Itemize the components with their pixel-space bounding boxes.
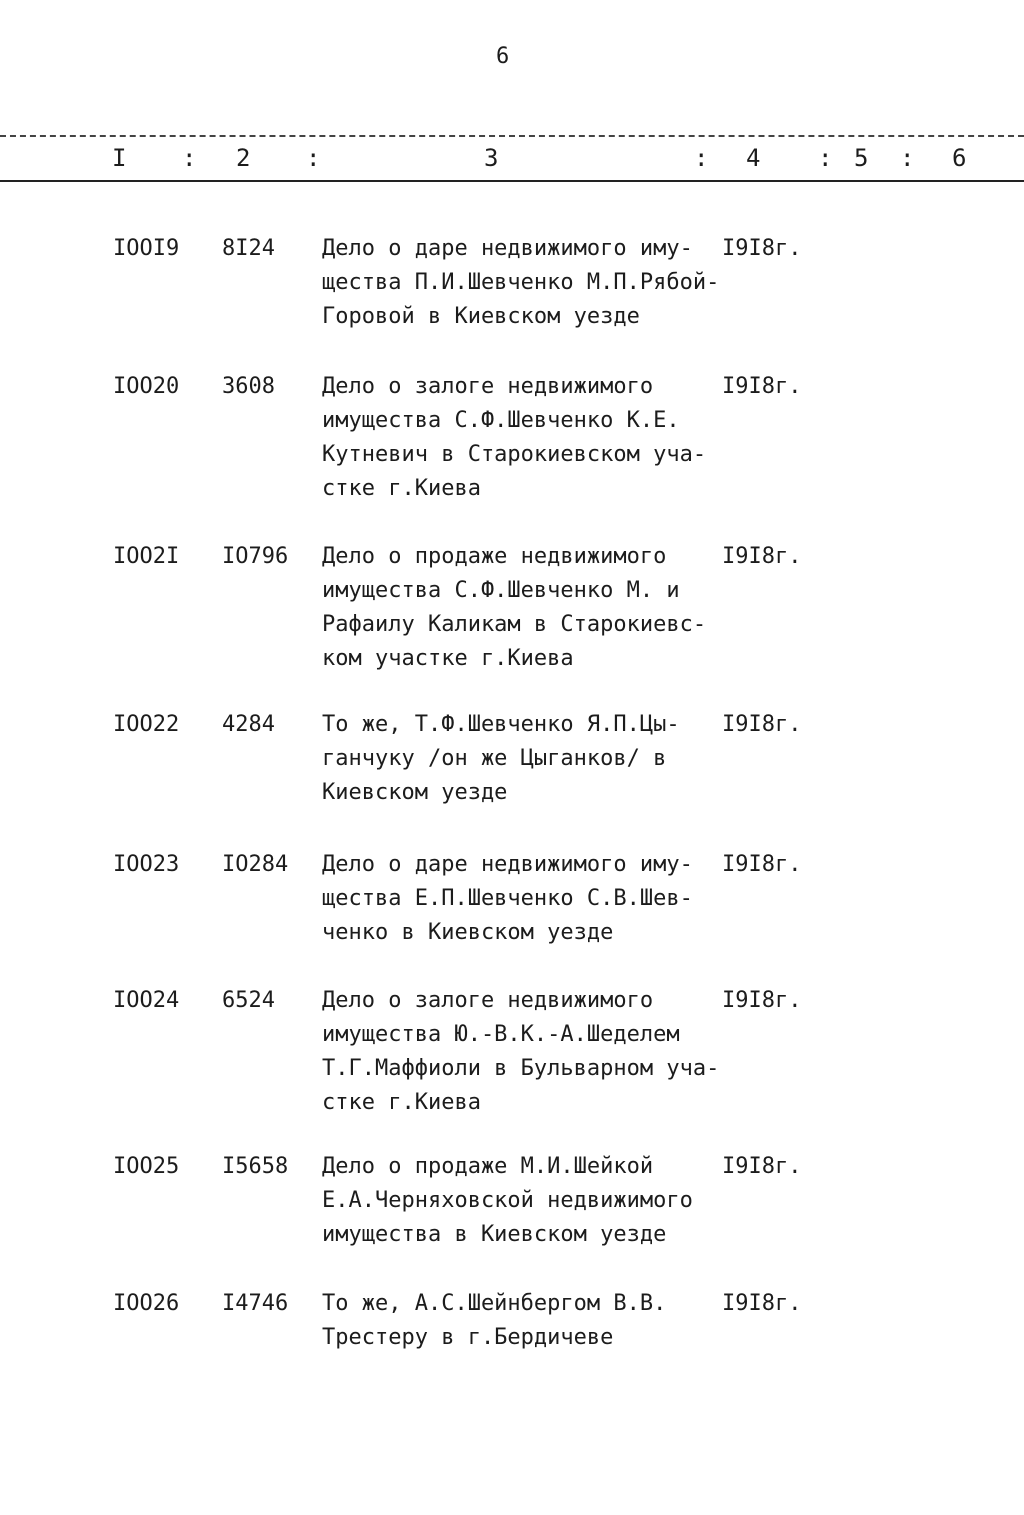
- record-year: I9I8г.: [722, 1291, 802, 1316]
- case-number: I4746: [222, 1291, 289, 1316]
- case-number: 6524: [222, 988, 275, 1013]
- column-header-2: 2: [236, 144, 251, 172]
- column-separator: :: [818, 144, 833, 172]
- record-title-line: То же, Т.Ф.Шевченко Я.П.Цы-: [322, 712, 680, 737]
- record-title-line: имущества С.Ф.Шевченко М. и: [322, 578, 680, 603]
- record-title-line: Дело о даре недвижимого иму-: [322, 236, 693, 261]
- record-title-line: То же, А.С.Шейнбергом В.В.: [322, 1291, 667, 1316]
- page-number: 6: [496, 44, 510, 69]
- record-title-line: имущества в Киевском уезде: [322, 1222, 667, 1247]
- record-title-line: Дело о продаже М.И.Шейкой: [322, 1154, 654, 1179]
- record-year: I9I8г.: [722, 374, 802, 399]
- case-number: I5658: [222, 1154, 289, 1179]
- record-title-line: ганчуку /он же Цыганков/ в: [322, 746, 667, 771]
- case-number: IO796: [222, 544, 289, 569]
- case-number: 8I24: [222, 236, 275, 261]
- record-title-line: ком участке г.Киева: [322, 646, 574, 671]
- record-title-line: стке г.Киева: [322, 1090, 481, 1115]
- record-year: I9I8г.: [722, 988, 802, 1013]
- record-year: I9I8г.: [722, 544, 802, 569]
- record-title: [322, 370, 732, 506]
- record-title-line: щества П.И.Шевченко М.П.Рябой-: [322, 270, 720, 295]
- record-title-line: Киевском уезде: [322, 780, 508, 805]
- header-bottom-rule: [0, 180, 1024, 182]
- record-number: IOO23: [113, 852, 180, 877]
- record-year: I9I8г.: [722, 236, 802, 261]
- record-title-line: Рафаилу Каликам в Старокиевс-: [322, 612, 707, 637]
- record-number: IOO24: [113, 988, 180, 1013]
- record-title-line: Дело о даре недвижимого иму-: [322, 852, 693, 877]
- column-header-3: 3: [484, 144, 499, 172]
- record-number: IOO20: [113, 374, 180, 399]
- record-number: IOO25: [113, 1154, 180, 1179]
- record-title-line: Дело о залоге недвижимого: [322, 988, 654, 1013]
- column-header-6: 6: [952, 144, 967, 172]
- record-title-line: ченко в Киевском уезде: [322, 920, 614, 945]
- record-title-line: имущества С.Ф.Шевченко К.Е.: [322, 408, 680, 433]
- record-title-line: Е.А.Черняховской недвижимого: [322, 1188, 693, 1213]
- record-title: [322, 540, 732, 676]
- column-separator: :: [694, 144, 709, 172]
- record-number: IOO2I: [113, 544, 180, 569]
- record-title: [322, 848, 732, 950]
- column-header-5: 5: [854, 144, 869, 172]
- top-dashed-rule: [0, 135, 1024, 137]
- record-title: [322, 232, 732, 334]
- record-title: [322, 1150, 732, 1252]
- case-number: 4284: [222, 712, 275, 737]
- record-number: IOO26: [113, 1291, 180, 1316]
- record-title-line: Дело о продаже недвижимого: [322, 544, 667, 569]
- column-header-1: I: [112, 144, 127, 172]
- record-title-line: Горовой в Киевском уезде: [322, 304, 640, 329]
- record-title: [322, 708, 732, 810]
- column-separator: :: [182, 144, 197, 172]
- record-title-line: Т.Г.Маффиоли в Бульварном уча-: [322, 1056, 720, 1081]
- record-title-line: щества Е.П.Шевченко С.В.Шев-: [322, 886, 693, 911]
- record-year: I9I8г.: [722, 852, 802, 877]
- record-title-line: Трестеру в г.Бердичеве: [322, 1325, 614, 1350]
- record-year: I9I8г.: [722, 712, 802, 737]
- case-number: 3608: [222, 374, 275, 399]
- record-title-line: имущества Ю.-В.К.-А.Шеделем: [322, 1022, 680, 1047]
- record-year: I9I8г.: [722, 1154, 802, 1179]
- record-title: [322, 1287, 732, 1355]
- record-title-line: Кутневич в Старокиевском уча-: [322, 442, 707, 467]
- column-header-4: 4: [746, 144, 761, 172]
- record-number: IOOI9: [113, 236, 180, 261]
- record-title-line: Дело о залоге недвижимого: [322, 374, 654, 399]
- column-separator: :: [900, 144, 915, 172]
- column-separator: :: [306, 144, 321, 172]
- case-number: IO284: [222, 852, 289, 877]
- record-number: IOO22: [113, 712, 180, 737]
- record-title-line: стке г.Киева: [322, 476, 481, 501]
- record-title: [322, 984, 732, 1120]
